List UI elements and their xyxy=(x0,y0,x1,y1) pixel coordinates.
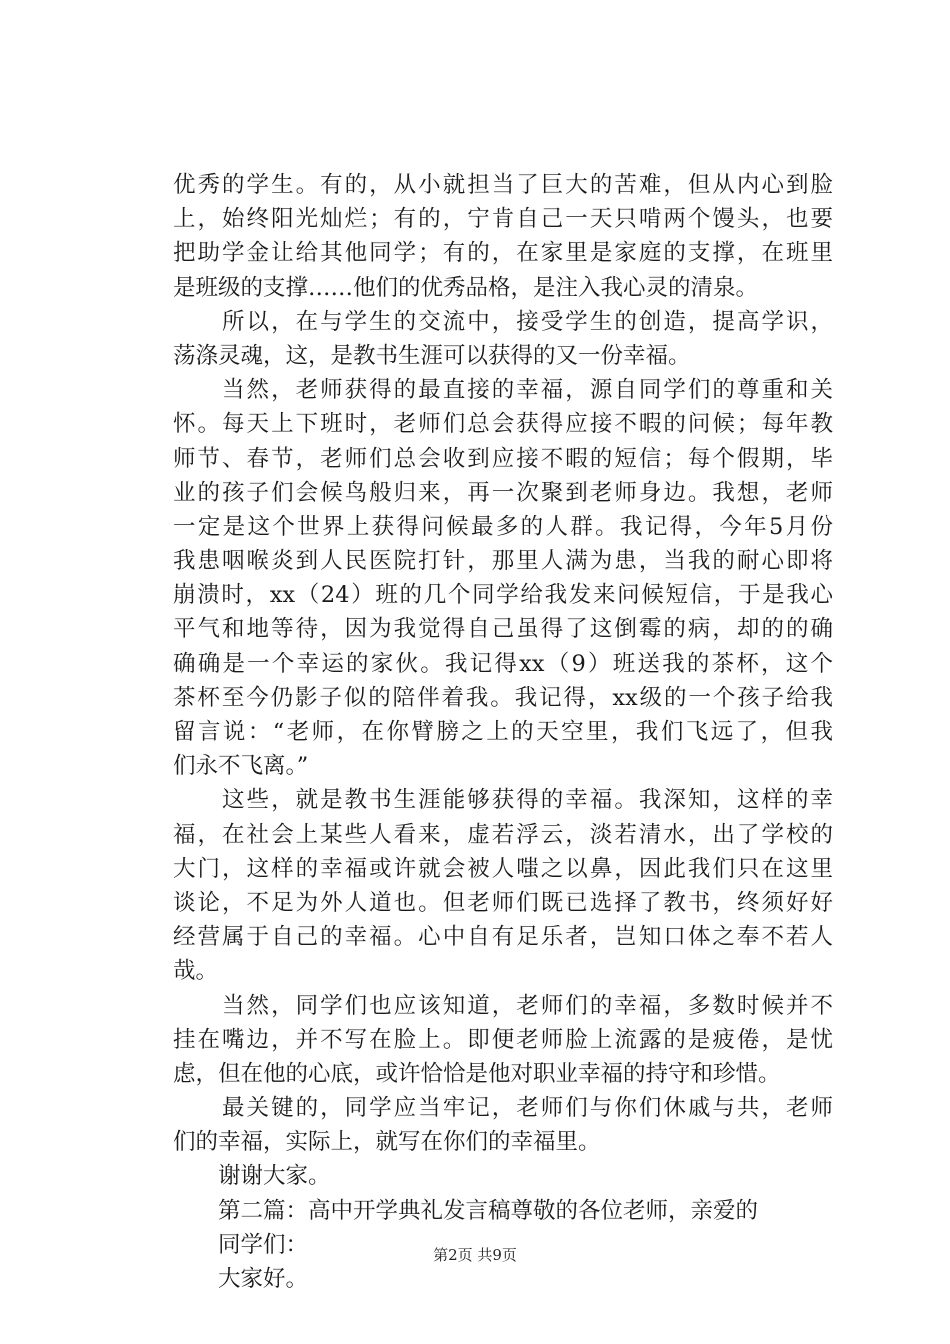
text-line: 大门，这样的幸福或许就会被人嗤之以鼻，因此我们只在这里 xyxy=(173,855,833,882)
text-line: 荡涤灵魂，这，是教书生涯可以获得的又一份幸福。 xyxy=(173,342,691,369)
page-footer: 第2页 共9页 xyxy=(433,1246,517,1264)
text-line: 这些，就是教书生涯能够获得的幸福。我深知，这样的幸 xyxy=(173,787,833,814)
text-line: 优秀的学生。有的，从小就担当了巨大的苦难，但从内心到脸 xyxy=(173,172,833,198)
text-line: 谢谢大家。 xyxy=(173,1163,331,1190)
text-line: 谈论，不足为外人道也。但老师们既已选择了教书，终须好好 xyxy=(173,889,833,916)
text-line: 师节、春节，老师们总会收到应接不暇的短信；每个假期，毕 xyxy=(173,445,833,472)
text-line: 福，在社会上某些人看来，虚若浮云，淡若清水，出了学校的 xyxy=(173,821,833,848)
text-line: 经营属于自己的幸福。心中自有足乐者，岂知口体之奉不若人 xyxy=(173,924,833,951)
text-line: 茶杯至今仍影子似的陪伴着我。我记得，xx级的一个孩子给我 xyxy=(173,684,833,711)
text-line: 所以，在与学生的交流中，接受学生的创造，提高学识， xyxy=(173,308,833,335)
text-line: 是班级的支撑……他们的优秀品格，是注入我心灵的清泉。 xyxy=(173,274,759,301)
text-line: 们的幸福，实际上，就写在你们的幸福里。 xyxy=(173,1129,601,1156)
text-line: 上，始终阳光灿烂；有的，宁肯自己一天只啃两个馒头，也要 xyxy=(173,206,833,233)
section-heading-line: 第二篇：高中开学典礼发言稿尊敬的各位老师，亲爱的 xyxy=(173,1197,759,1224)
text-line: 怀。每天上下班时，老师们总会获得应接不暇的问候；每年教 xyxy=(173,411,833,438)
text-line: 确确是一个幸运的家伙。我记得xx（9）班送我的茶杯，这个 xyxy=(173,650,833,677)
text-line: 把助学金让给其他同学；有的，在家里是家庭的支撑，在班里 xyxy=(173,240,833,267)
text-line: 业的孩子们会候鸟般归来，再一次聚到老师身边。我想，老师 xyxy=(173,479,833,506)
text-line: 当然，老师获得的最直接的幸福，源自同学们的尊重和关 xyxy=(173,377,833,404)
text-line: 当然，同学们也应该知道，老师们的幸福，多数时候并不 xyxy=(173,992,833,1019)
text-line: 一定是这个世界上获得问候最多的人群。我记得，今年5月份 xyxy=(173,513,833,540)
text-line: 留言说：“老师，在你臂膀之上的天空里，我们飞远了，但我 xyxy=(173,719,833,745)
text-line: 大家好。 xyxy=(173,1266,309,1292)
text-line: 最关键的，同学应当牢记，老师们与你们休戚与共，老师 xyxy=(173,1095,833,1122)
text-line: 平气和地等待，因为我觉得自己虽得了这倒霉的病，却的的确 xyxy=(173,616,833,643)
text-line: 哉。 xyxy=(173,958,219,985)
text-line: 挂在嘴边，并不写在脸上。即便老师脸上流露的是疲倦，是忧 xyxy=(173,1026,833,1053)
text-line: 我患咽喉炎到人民医院打针，那里人满为患，当我的耐心即将 xyxy=(173,548,833,575)
text-line: 们永不飞离。” xyxy=(173,753,309,780)
text-line: 虑，但在他的心底，或许恰恰是他对职业幸福的持守和珍惜。 xyxy=(173,1060,781,1087)
document-body xyxy=(173,168,833,1296)
text-line: 崩溃时，xx（24）班的几个同学给我发来问候短信，于是我心 xyxy=(173,582,833,609)
text-line: 同学们： xyxy=(173,1231,309,1258)
